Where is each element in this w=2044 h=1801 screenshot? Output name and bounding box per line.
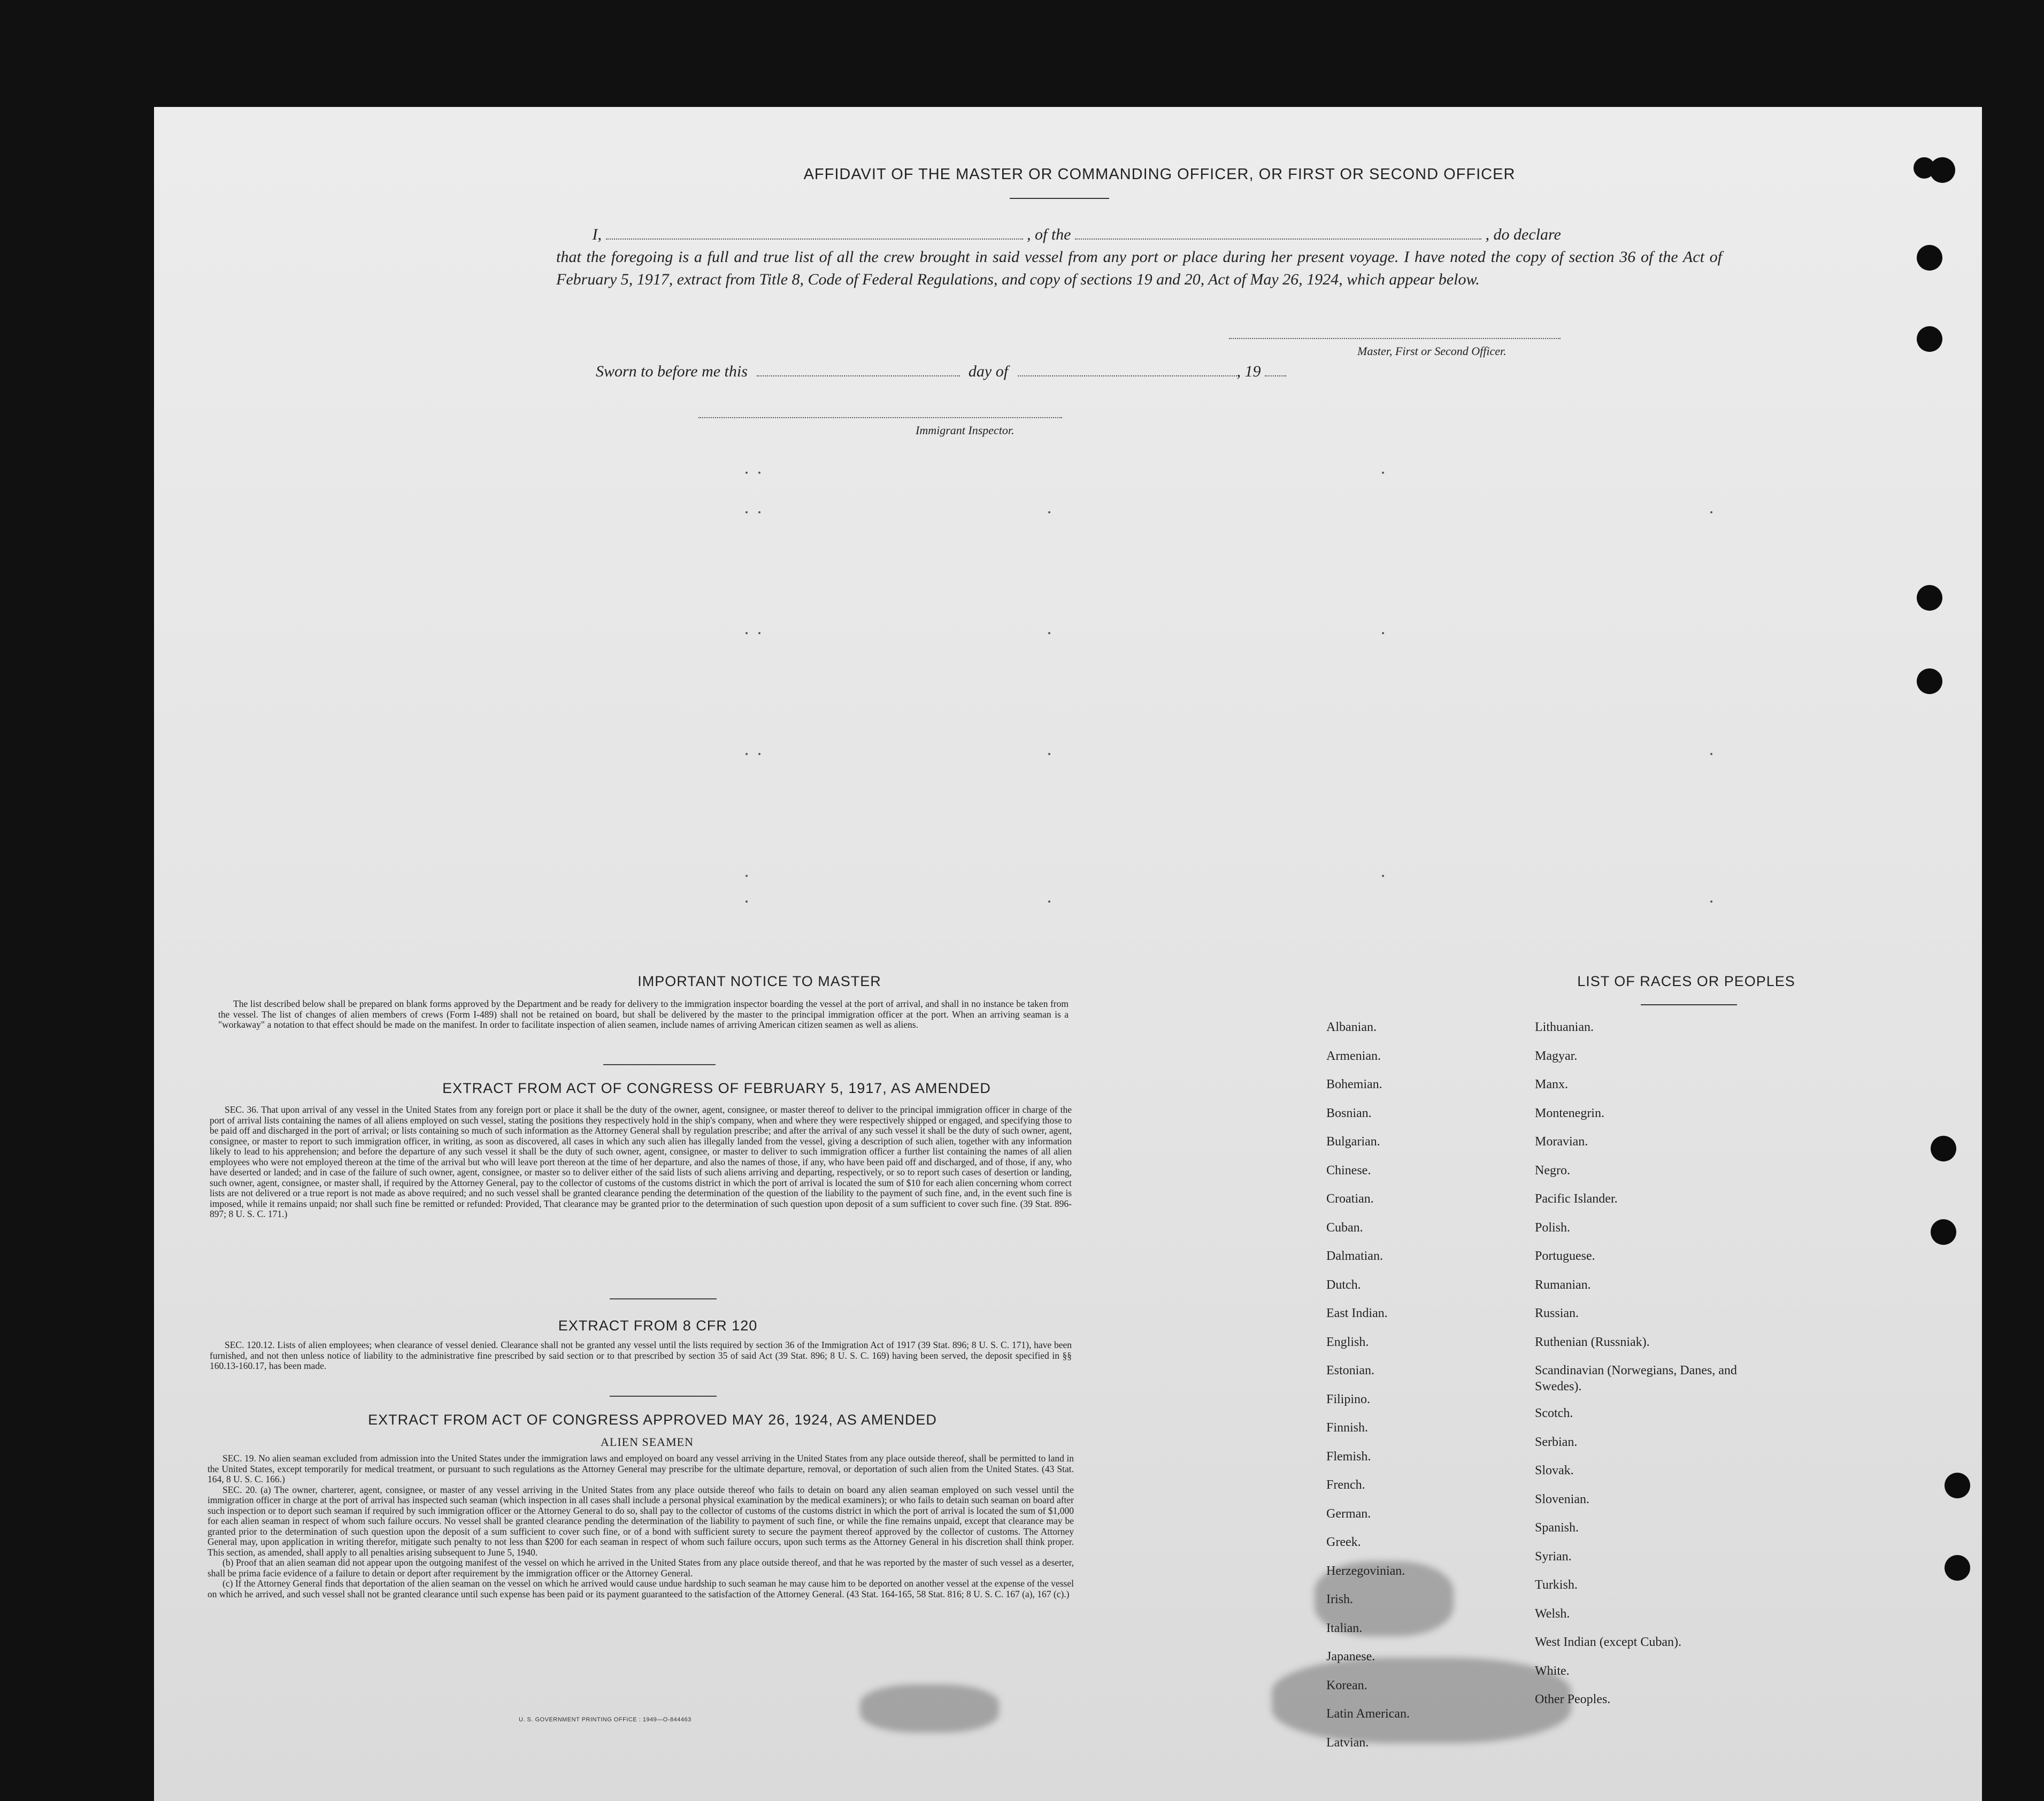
punch-hole [1917, 668, 1942, 694]
print-speck [1048, 753, 1050, 755]
race-item: Bosnian. [1326, 1106, 1372, 1120]
section-divider [610, 1298, 717, 1299]
race-item: Irish. [1326, 1592, 1353, 1606]
print-speck [1048, 900, 1050, 903]
race-item: Other Peoples. [1535, 1692, 1611, 1706]
document-sheet [154, 107, 1982, 1801]
name-field[interactable] [606, 235, 1023, 240]
race-item: White. [1535, 1664, 1570, 1678]
race-item: Pacific Islander. [1535, 1192, 1618, 1206]
race-item: Scotch. [1535, 1406, 1573, 1420]
print-speck [1710, 753, 1712, 755]
print-speck [758, 511, 760, 513]
sworn-date-field[interactable] [757, 372, 960, 376]
month-field[interactable] [1018, 372, 1237, 376]
race-item: Lithuanian. [1535, 1020, 1594, 1034]
races-column-1 [1326, 1019, 1410, 1763]
race-item: Welsh. [1535, 1606, 1570, 1621]
races-title: LIST OF RACES OR PEOPLES [1577, 973, 1795, 989]
race-item: Japanese. [1326, 1650, 1376, 1664]
races-column-2 [1535, 1019, 1749, 1720]
race-item: French. [1326, 1478, 1365, 1492]
stain [1272, 1658, 1571, 1743]
year-field[interactable] [1265, 372, 1286, 376]
punch-hole [1917, 245, 1942, 271]
print-speck [1382, 875, 1384, 877]
i-label: I, [592, 226, 602, 243]
master-signature-label: Master, First or Second Officer. [1357, 344, 1507, 358]
punch-hole [1931, 1219, 1956, 1245]
notice-paragraph: The list described below shall be prepared on blank forms approved by the Department and be ready for delivery to the immigration inspector boarding the vessel at the port of arrival, and shall in no instance be taken from the vessel. The list of changes of alien members of crews (Form I-489) shall not be retained on board, but shall be delivered by the master to the principal immigration officer at the port. When an arriving seaman is a "workaway" a notation to that effect should be made on the manifest. In order to facilitate inspection of alien seamen, include names of arriving American citizen seamen as well as aliens. [218, 998, 1069, 1030]
print-speck [1048, 632, 1050, 634]
race-item: Dalmatian. [1326, 1249, 1383, 1263]
race-item: West Indian (except Cuban). [1535, 1635, 1681, 1649]
year-label: , 19 [1236, 363, 1261, 380]
extract-1917-title: EXTRACT FROM ACT OF CONGRESS OF FEBRUARY 5, 1917, AS AMENDED [442, 1080, 991, 1096]
race-item: Finnish. [1326, 1421, 1369, 1435]
print-speck [1048, 511, 1050, 513]
race-item: Manx. [1535, 1077, 1568, 1091]
inspector-signature-line[interactable] [698, 417, 1062, 418]
race-item: Greek. [1326, 1535, 1361, 1549]
extract-1924-text [208, 1453, 1074, 1599]
race-item: Montenegrin. [1535, 1106, 1604, 1120]
declaration-body: that the foregoing is a full and true list of all the crew brought in said vessel from any port or place during her present voyage. I have noted the copy of section 36 of the Act of February 5, 1917, extract from Title 8, Code of Federal Regulations, and copy of sections 19 and 20, Act of May 26, 1924, which appear below. [556, 248, 1722, 288]
notice-title: IMPORTANT NOTICE TO MASTER [637, 973, 881, 989]
punch-hole [1914, 157, 1935, 179]
race-item: Syrian. [1535, 1549, 1572, 1564]
race-item: Serbian. [1535, 1435, 1578, 1449]
print-speck [746, 753, 748, 755]
punch-hole [1931, 1136, 1956, 1161]
race-item: Croatian. [1326, 1192, 1374, 1206]
race-item: Filipino. [1326, 1392, 1371, 1406]
section-20a-paragraph: SEC. 20. (a) The owner, charterer, agent, consignee, or master of any vessel arriving in the United States from any place outside thereof who fails to detain on board any alien seaman employed on such vessel until the immigration officer in charge at the port of arrival has inspected such seaman (which inspection in all cases shall include a personal physical examination by the medical examiners); or who fails to detain such seaman on board after such inspection or to deport such seaman if required by such immigration officer or the Attorney General to do so, shall pay to the collector of customs of the customs district in which the port of arrival is located the sum of $1,000 for each alien seaman in respect of whom such failure occurs. No vessel shall be granted clearance pending the determination of the liability to payment of such fine, or while the fine remains unpaid, except that clearance may be granted prior to the determination of such question upon the deposit of a sum sufficient to cover such fine, or of a bond with sufficient surety to secure the payment thereof approved by the collector of customs. The Attorney General may, upon application in writing therefor, mitigate such penalty to not less than $200 for each seaman in respect of whom such failure occurs, upon such terms as the Attorney General in his discretion shall think proper. This section, as amended, shall apply to all penalties arising subsequent to June 5, 1940. [208, 1484, 1074, 1558]
print-speck [1382, 632, 1384, 634]
race-item: Portuguese. [1535, 1249, 1595, 1263]
race-item: Spanish. [1535, 1521, 1579, 1535]
race-item: Slovak. [1535, 1464, 1574, 1477]
extract-cfr-title: EXTRACT FROM 8 CFR 120 [558, 1318, 758, 1334]
sworn-label: Sworn to before me this [596, 363, 748, 380]
print-speck [758, 472, 760, 474]
print-speck [1710, 511, 1712, 513]
day-of-label: day of [968, 363, 1009, 380]
print-speck [746, 511, 748, 513]
affidavit-title: AFFIDAVIT OF THE MASTER OR COMMANDING OFFICER, OR FIRST OR SECOND OFFICER [803, 166, 1516, 183]
sworn-line [596, 363, 1286, 381]
punch-hole [1917, 585, 1942, 611]
race-item: Negro. [1535, 1163, 1570, 1177]
print-speck [746, 472, 748, 474]
print-speck [1382, 472, 1384, 474]
of-the-label: , of the [1027, 226, 1071, 243]
race-item [1535, 1363, 1749, 1405]
race-item: Albanian. [1326, 1020, 1377, 1034]
race-item: Latvian. [1326, 1735, 1369, 1750]
print-speck [746, 875, 748, 877]
inspector-signature-label: Immigrant Inspector. [916, 424, 1015, 437]
race-item: Bulgarian. [1326, 1135, 1380, 1149]
race-item: German. [1326, 1506, 1371, 1521]
extract-1917-text [210, 1105, 1072, 1220]
race-item: Italian. [1326, 1621, 1363, 1635]
do-declare-label: , do declare [1485, 226, 1561, 243]
extract-1924-title: EXTRACT FROM ACT OF CONGRESS APPROVED MAY 26, 1924, AS AMENDED [368, 1412, 937, 1428]
race-item: Latin American. [1326, 1707, 1410, 1721]
race-item: Magyar. [1535, 1049, 1578, 1063]
race-item: East Indian. [1326, 1306, 1388, 1320]
race-item: Herzegovinian. [1326, 1564, 1405, 1578]
section-19-paragraph: SEC. 19. No alien seaman excluded from admission into the United States under the immigration laws and employed on board any vessel arriving in the United States from any place outside thereof, shall be permitted to land in the United States, except temporarily for medical treatment, or pursuant to such regulations as the Attorney General may prescribe for the ultimate departure, removal, or deportation of such alien from the United States. (43 Stat. 164, 8 U. S. C. 166.) [208, 1453, 1074, 1484]
section-36-paragraph: SEC. 36. That upon arrival of any vessel in the United States from any foreign port or place it shall be the duty of the owner, agent, consignee, or master thereof to deliver to the principal immigration officer in charge of the port of arrival lists containing the names of all aliens employed on such vessel, stating the positions they respectively hold in the ship's company, when and where they were respectively shipped or engaged, and specifying those to be paid off and discharged in the port of arrival; or lists containing so much of such information as the Attorney General shall by regulation prescribe; and after the arrival of any such vessel it shall be the duty of such owner, agent, consignee, or master to report to such immigration officer, in writing, as soon as discovered, all cases in which any such alien has illegally landed from the vessel, giving a description of such alien, together with any information likely to lead to his apprehension; and before the departure of any such vessel it shall be the duty of such owner, agent, consignee, or master to deliver to such immigration officer a further list containing the names of all alien employees who were not employed thereon at the time of the arrival but who will leave port thereon at the time of her departure, and also the names of those, if any, who have been paid off and discharged, and of those, if any, who have deserted or landed; and in case of the failure of such owner, agent, consignee, or master so to deliver either of the said lists of such aliens arriving and departing, respectively, or so to report such cases of desertion or landing, such owner, agent, consignee, or master shall, if required by the Attorney General, pay to the collector of customs of the customs district in which the port of arrival is located the sum of $10 for each alien concerning whom correct lists are not delivered or a true report is not made as above required; and no such vessel shall be granted clearance pending the determination of the question of the liability to the payment of such fine, and, in the event such fine is imposed, while it remains unpaid; nor shall such fine be remitted or refunded: Provided, That clearance may be granted prior to the determination of such question upon deposit of a sum sufficient to cover such fine. (39 Stat. 896-897; 8 U. S. C. 171.) [210, 1104, 1072, 1219]
race-item: Moravian. [1535, 1135, 1588, 1149]
race-item: Slovenian. [1535, 1492, 1589, 1506]
section-20c-paragraph: (c) If the Attorney General finds that deportation of the alien seaman on the vessel on which he arrived would cause undue hardship to such seaman he may cause him to be deported on another vessel at the expense of the vessel on which he arrived, and such vessel shall not be granted clearance until such expense has been paid or its payment guaranteed to the satisfaction of the Attorney General. (43 Stat. 164-165, 58 Stat. 816; 8 U. S. C. 167 (a), 167 (c).) [208, 1578, 1074, 1599]
race-item: Cuban. [1326, 1220, 1363, 1235]
print-speck [758, 632, 760, 634]
race-item: Dutch. [1326, 1277, 1361, 1292]
race-item: Bohemian. [1326, 1077, 1382, 1091]
race-item: Chinese. [1326, 1163, 1371, 1177]
race-item: Ruthenian (Russniak). [1535, 1335, 1650, 1349]
race-item: Rumanian. [1535, 1277, 1591, 1292]
stain [860, 1684, 999, 1733]
print-speck [758, 753, 760, 755]
punch-hole [1945, 1473, 1970, 1498]
race-item: Korean. [1326, 1678, 1367, 1692]
section-divider [603, 1064, 716, 1065]
vessel-field[interactable] [1075, 235, 1481, 240]
title-rule [1010, 198, 1109, 199]
race-item: Estonian. [1326, 1364, 1374, 1377]
alien-seamen-subtitle: ALIEN SEAMEN [601, 1435, 694, 1449]
race-item-text: Scandinavian (Norwegians, Danes, and Swedes). [1535, 1364, 1737, 1394]
master-signature-line[interactable] [1229, 338, 1561, 339]
race-item: Polish. [1535, 1220, 1571, 1235]
printer-imprint: U. S. GOVERNMENT PRINTING OFFICE : 1949—O-844463 [519, 1717, 691, 1723]
race-item: Russian. [1535, 1306, 1579, 1320]
race-item: Turkish. [1535, 1578, 1578, 1592]
print-speck [746, 900, 748, 903]
section-20b-paragraph: (b) Proof that an alien seaman did not appear upon the outgoing manifest of the vessel on which he arrived in the United States from any place outside thereof, and that he was reported by the master of such vessel as a deserter, shall be prima facie evidence of a failure to detain or deport after requirement by the immigration officer or the Attorney General. [208, 1557, 1074, 1579]
race-item: Flemish. [1326, 1449, 1371, 1464]
races-title-rule [1641, 1004, 1737, 1005]
print-speck [1710, 900, 1712, 903]
punch-hole [1945, 1555, 1970, 1581]
punch-hole [1917, 326, 1942, 352]
affidavit-declaration [556, 224, 1722, 291]
section-divider [610, 1396, 717, 1397]
section-120-12-paragraph: SEC. 120.12. Lists of alien employees; when clearance of vessel denied. Clearance shall not be granted any vessel until the lists required by section 36 of the Immigration Act of 1917 (39 Stat. 896; 8 U. S. C. 171), have been furnished, and not then unless notice of liability to the administrative fine prescribed by said section or to that prescribed by section 35 of said Act (39 Stat. 896; 8 U. S. C. 169) having been served, the deposit specified in §§ 160.13-160.17, has been made. [210, 1340, 1072, 1371]
extract-cfr-text [210, 1340, 1072, 1372]
print-speck [746, 632, 748, 634]
race-item: English. [1326, 1335, 1369, 1349]
notice-text [218, 999, 1069, 1030]
race-item: Armenian. [1326, 1049, 1381, 1063]
